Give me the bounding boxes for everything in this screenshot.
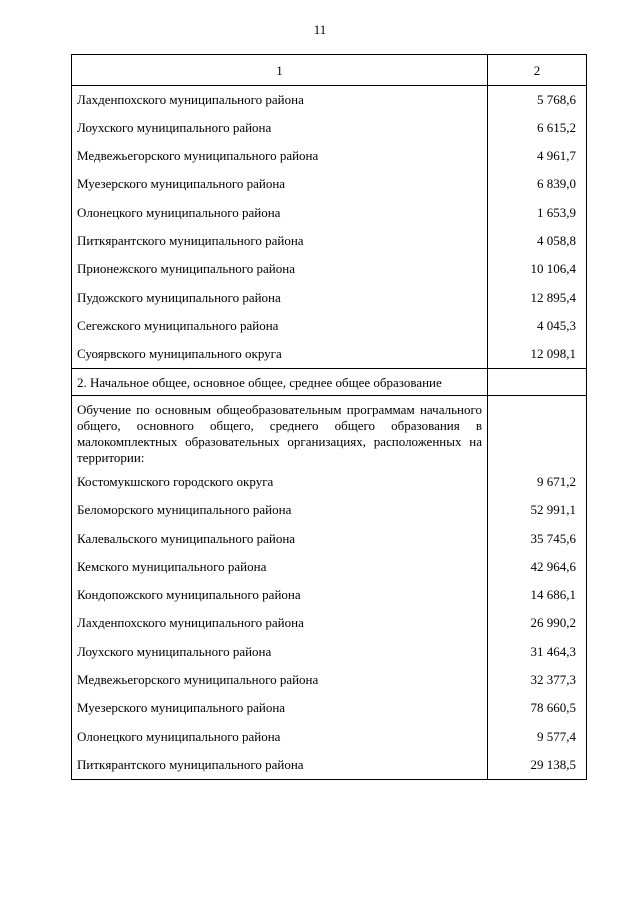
row-label: Калевальского муниципального района [72, 525, 488, 553]
row-value: 29 138,5 [488, 751, 587, 779]
table-row [72, 723, 587, 751]
paragraph-value [488, 395, 587, 468]
table-row [72, 496, 587, 524]
section-heading-row [72, 368, 587, 395]
table-row [72, 525, 587, 553]
row-label: Медвежьегорского муниципального района [72, 666, 488, 694]
row-value: 9 577,4 [488, 723, 587, 751]
row-label: Питкярантского муниципального района [72, 227, 488, 255]
row-value: 4 045,3 [488, 312, 587, 340]
row-label: Беломорского муниципального района [72, 496, 488, 524]
row-value: 12 098,1 [488, 340, 587, 368]
row-label: Питкярантского муниципального района [72, 751, 488, 779]
section-heading: 2. Начальное общее, основное общее, среднее общее образование [72, 368, 488, 395]
table-row [72, 468, 587, 496]
table-row [72, 227, 587, 255]
table-row [72, 142, 587, 170]
column-header-1: 1 [72, 55, 488, 86]
paragraph-text: Обучение по основным общеобразовательным программам начального общего, основного общего, среднего общего образования в малокомплектных образовательных организациях, расположенных на территории: [72, 395, 488, 468]
table-row [72, 340, 587, 368]
table-row [72, 170, 587, 198]
row-value: 4 961,7 [488, 142, 587, 170]
row-label: Олонецкого муниципального района [72, 723, 488, 751]
row-value: 4 058,8 [488, 227, 587, 255]
row-value: 6 839,0 [488, 170, 587, 198]
row-label: Суоярвского муниципального округа [72, 340, 488, 368]
table-row [72, 581, 587, 609]
table-row [72, 284, 587, 312]
table-row [72, 666, 587, 694]
section-group [72, 368, 587, 468]
row-value: 26 990,2 [488, 609, 587, 637]
table-row [72, 638, 587, 666]
row-label: Олонецкого муниципального района [72, 199, 488, 227]
rows-group-a [72, 86, 587, 369]
row-value: 6 615,2 [488, 114, 587, 142]
row-label: Муезерского муниципального района [72, 170, 488, 198]
row-label: Прионежского муниципального района [72, 255, 488, 283]
row-value: 78 660,5 [488, 694, 587, 722]
row-label: Лахденпохского муниципального района [72, 609, 488, 637]
row-value: 31 464,3 [488, 638, 587, 666]
table-row [72, 312, 587, 340]
row-value: 10 106,4 [488, 255, 587, 283]
row-value: 12 895,4 [488, 284, 587, 312]
row-value: 35 745,6 [488, 525, 587, 553]
section-heading-value [488, 368, 587, 395]
row-value: 9 671,2 [488, 468, 587, 496]
table-row [72, 751, 587, 779]
row-label: Кемского муниципального района [72, 553, 488, 581]
page-number: 11 [313, 22, 327, 37]
row-label: Лахденпохского муниципального района [72, 86, 488, 114]
row-label: Кондопожского муниципального района [72, 581, 488, 609]
table-row [72, 609, 587, 637]
row-label: Костомукшского городского округа [72, 468, 488, 496]
row-value: 14 686,1 [488, 581, 587, 609]
budget-table [71, 54, 587, 780]
table-row [72, 86, 587, 114]
table-row [72, 255, 587, 283]
row-label: Лоухского муниципального района [72, 638, 488, 666]
paragraph-row [72, 395, 587, 468]
row-value: 42 964,6 [488, 553, 587, 581]
row-label: Пудожского муниципального района [72, 284, 488, 312]
row-value: 52 991,1 [488, 496, 587, 524]
row-label: Лоухского муниципального района [72, 114, 488, 142]
row-label: Сегежского муниципального района [72, 312, 488, 340]
row-label: Медвежьегорского муниципального района [72, 142, 488, 170]
row-label: Муезерского муниципального района [72, 694, 488, 722]
row-value: 1 653,9 [488, 199, 587, 227]
row-value: 32 377,3 [488, 666, 587, 694]
table-row [72, 553, 587, 581]
table-row [72, 114, 587, 142]
row-value: 5 768,6 [488, 86, 587, 114]
rows-group-b [72, 468, 587, 779]
table-header-row [72, 55, 587, 86]
column-header-2: 2 [488, 55, 587, 86]
table-row [72, 694, 587, 722]
table-row [72, 199, 587, 227]
